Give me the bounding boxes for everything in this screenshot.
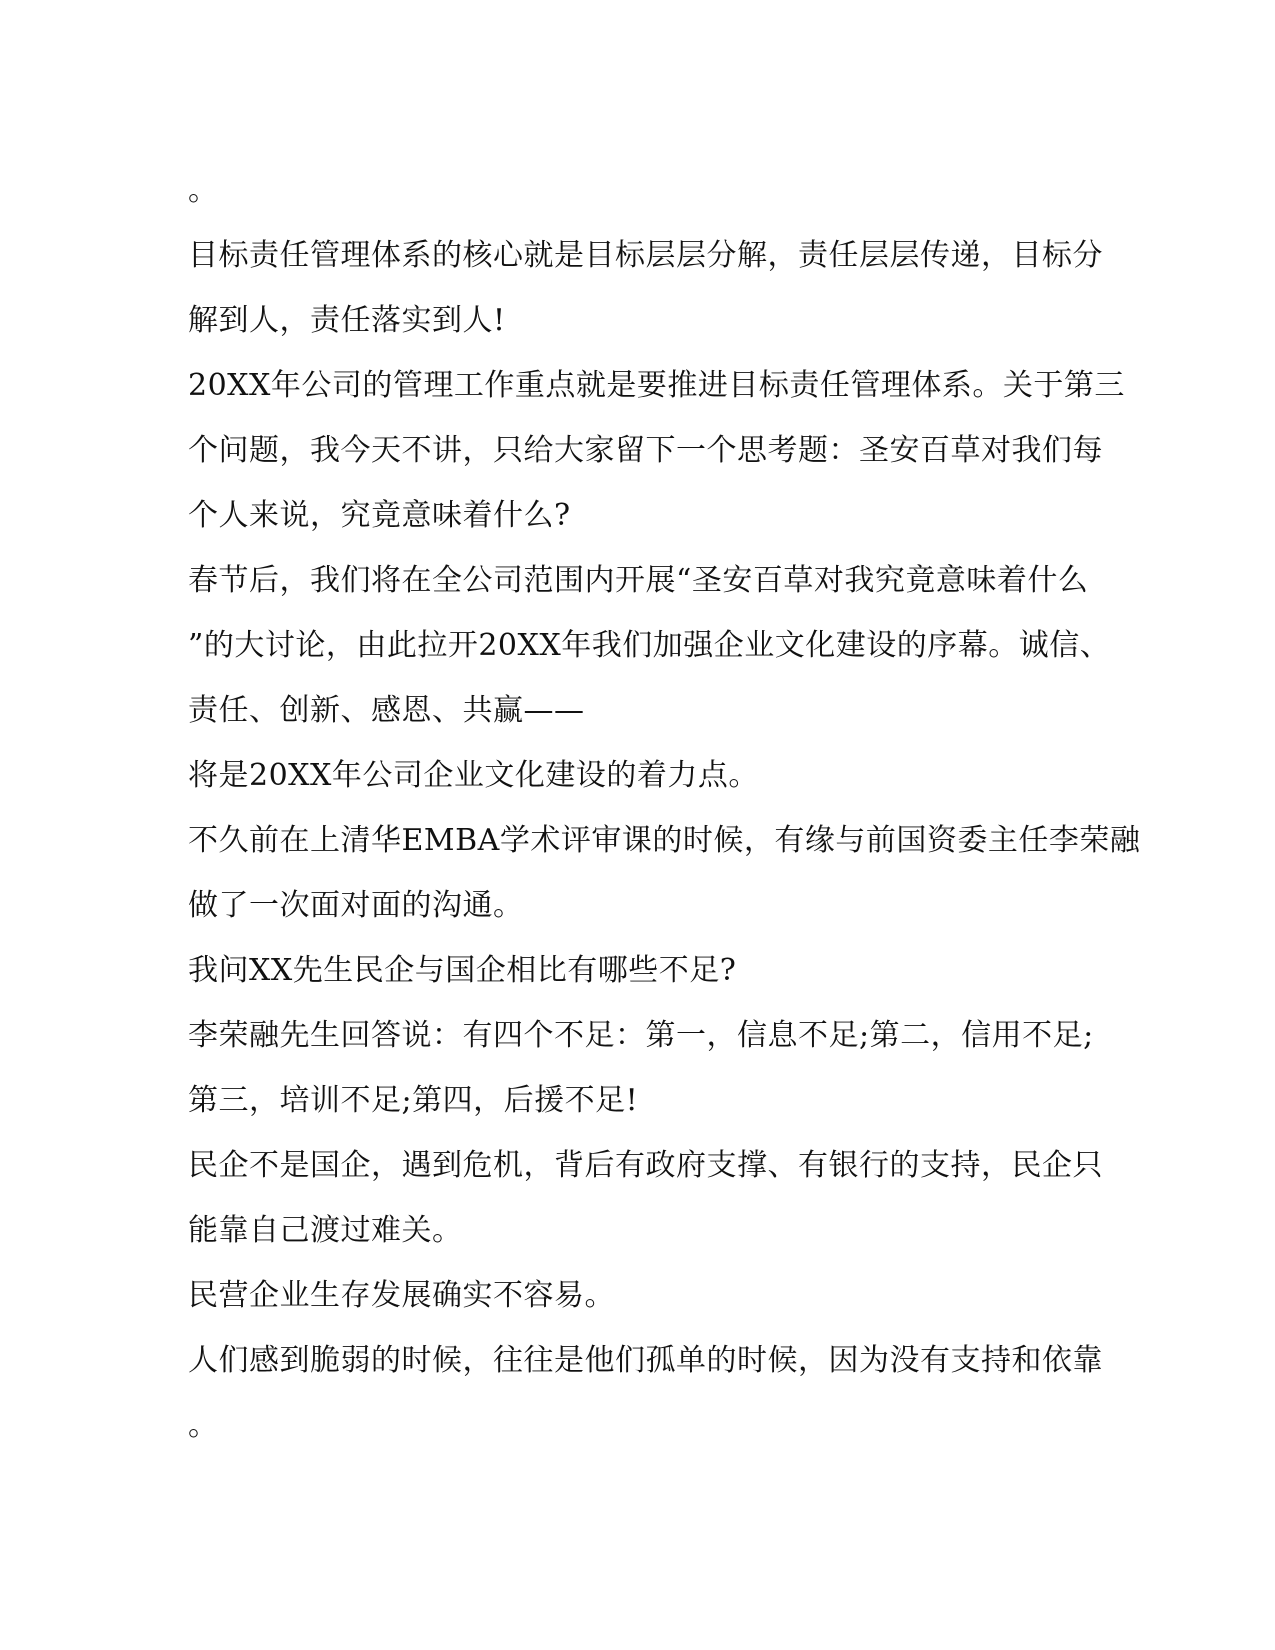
text-line: 。 xyxy=(188,1408,219,1443)
text-line: 20XX年公司的管理工作重点就是要推进目标责任管理体系。关于第三 xyxy=(188,368,1125,403)
text-line: 民营企业生存发展确实不容易。 xyxy=(188,1278,615,1313)
text-line: 能靠自己渡过难关。 xyxy=(188,1213,463,1248)
text-line: 将是20XX年公司企业文化建设的着力点。 xyxy=(188,758,759,793)
text-line: 人们感到脆弱的时候，往往是他们孤单的时候，因为没有支持和依靠 xyxy=(188,1343,1103,1378)
text-line: 解到人，责任落实到人! xyxy=(188,303,506,338)
text-line: 春节后，我们将在全公司范围内开展“圣安百草对我究竟意味着什么 xyxy=(188,563,1089,598)
text-line: 做了一次面对面的沟通。 xyxy=(188,888,524,923)
text-line: 不久前在上清华EMBA学术评审课的时候，有缘与前国资委主任李荣融 xyxy=(188,823,1141,858)
text-line: 民企不是国企，遇到危机，背后有政府支撑、有银行的支持，民企只 xyxy=(188,1148,1103,1183)
document-body xyxy=(188,158,1141,1458)
text-line: 个问题，我今天不讲，只给大家留下一个思考题：圣安百草对我们每 xyxy=(188,433,1103,468)
text-line: 李荣融先生回答说：有四个不足：第一，信息不足;第二，信用不足; xyxy=(188,1018,1094,1053)
text-line: 目标责任管理体系的核心就是目标层层分解，责任层层传递，目标分 xyxy=(188,238,1103,273)
text-line: 个人来说，究竟意味着什么? xyxy=(188,498,571,533)
text-line: ”的大讨论，由此拉开20XX年我们加强企业文化建设的序幕。诚信、 xyxy=(188,628,1111,663)
text-line: 责任、创新、感恩、共赢—— xyxy=(188,693,585,728)
text-line: 。 xyxy=(188,173,219,208)
text-line: 我问XX先生民企与国企相比有哪些不足? xyxy=(188,953,737,988)
text-line: 第三，培训不足;第四，后援不足! xyxy=(188,1083,639,1118)
